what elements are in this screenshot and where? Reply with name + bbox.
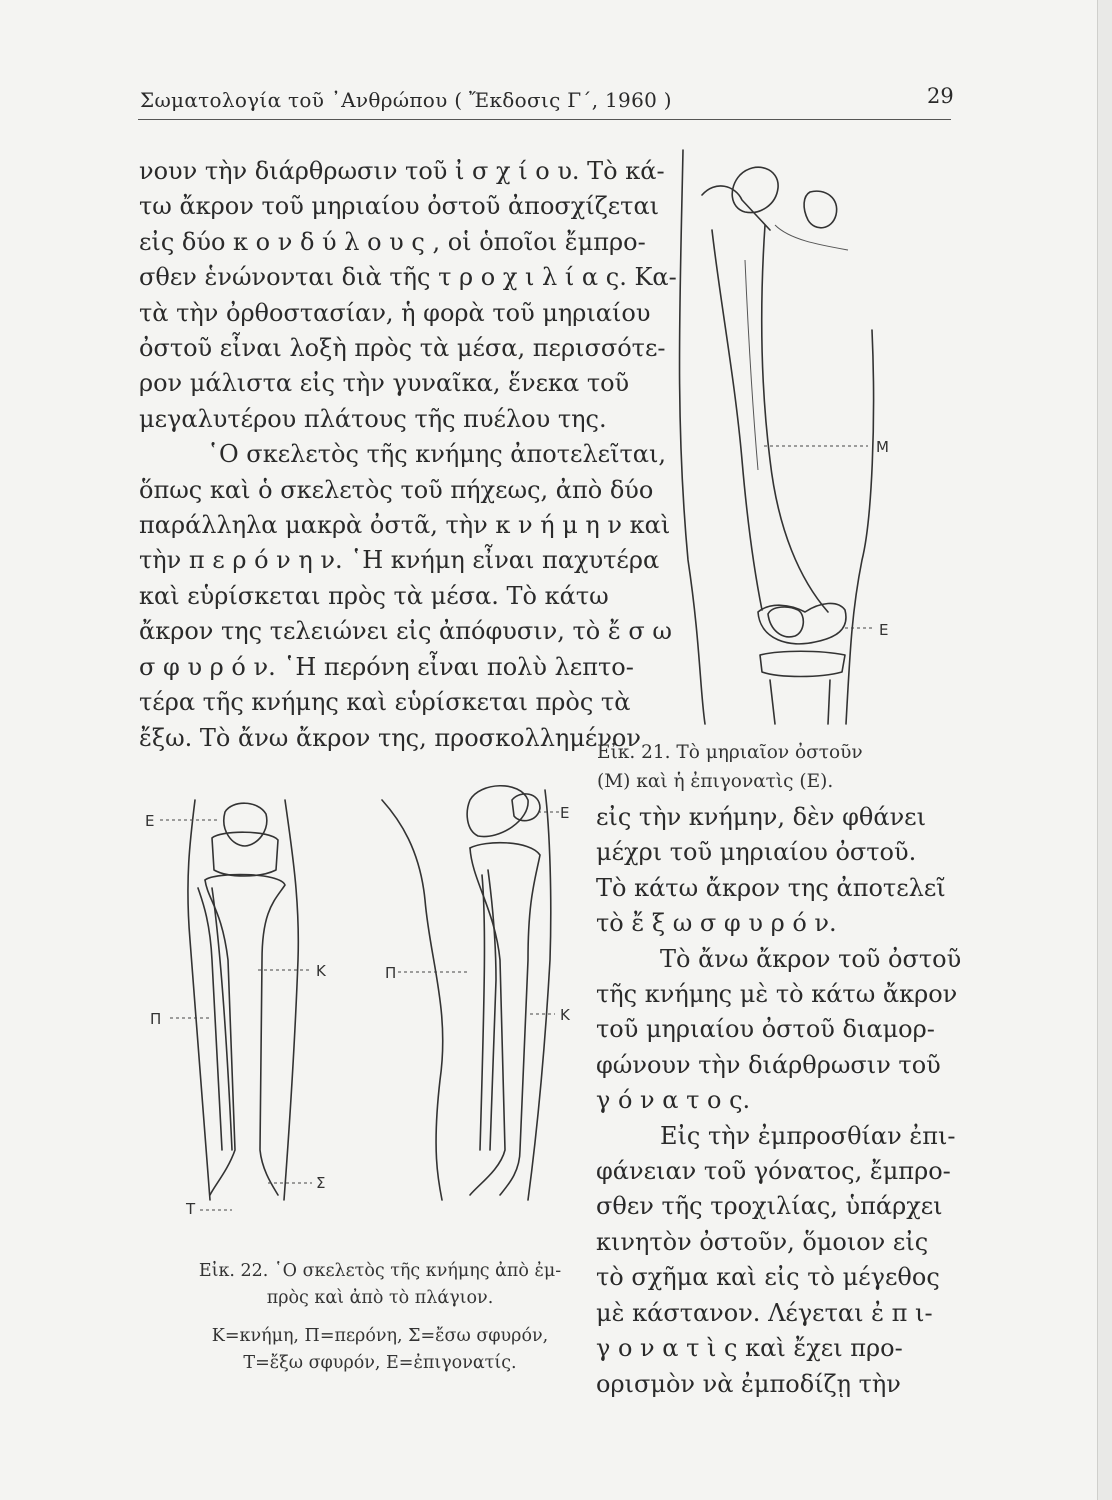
text-line: τὸ σχῆμα καὶ εἰς τὸ μέγεθος: [596, 1263, 940, 1292]
text-line: μέχρι τοῦ μηριαίου ὀστοῦ.: [596, 838, 917, 867]
figure-21-label-e: Ε: [879, 621, 889, 639]
caption-line: Εἰκ. 21. Τὸ μηριαῖον ὀστοῦν: [597, 742, 863, 763]
text-line: ὀστοῦ εἶναι λοξὴ πρὸς τὰ μέσα, περισσότε-: [139, 334, 666, 363]
text-line: καὶ εὑρίσκεται πρὸς τὰ μέσα. Τὸ κάτω: [139, 581, 609, 610]
text-line: εἰς τὴν κνήμην, δὲν φθάνει: [596, 803, 927, 831]
text-line: Τὸ ἄνω ἄκρον τοῦ ὀστοῦ: [660, 944, 962, 973]
text-line: Τὸ κάτω ἄκρον της ἀποτελεῖ: [596, 873, 946, 902]
text-line: γ ο ν α τ ὶ ς καὶ ἔχει προ-: [596, 1334, 903, 1363]
figure-21-caption: [597, 738, 962, 796]
text-line: φώνουν τὴν διάρθρωσιν τοῦ: [596, 1050, 941, 1079]
text-line: μεγαλυτέρου πλάτους τῆς πυέλου της.: [139, 404, 607, 433]
figure-21-label-m: Μ: [876, 438, 889, 456]
figure-22-legend: [145, 1323, 615, 1377]
figure-22-label-k-side: Κ: [560, 1006, 570, 1024]
figure-22-caption: [145, 1258, 615, 1312]
text-line: γ ό ν α τ ο ς.: [596, 1086, 751, 1115]
text-line: εἰς δύο κ ο ν δ ύ λ ο υ ς , οἱ ὁποῖοι ἔμπρο-: [139, 227, 646, 256]
legend-line: Τ=ἔξω σφυρόν, Ε=ἐπιγονατίς.: [243, 1353, 517, 1373]
text-line: τὴν π ε ρ ό ν η ν. ῾Η κνήμη εἶναι παχυτέρα: [139, 546, 660, 575]
text-line: τῆς κνήμης μὲ τὸ κάτω ἄκρον: [596, 980, 958, 1009]
text-line: ἄκρον της τελειώνει εἰς ἀπόφυσιν, τὸ ἔ σ ω: [139, 617, 672, 646]
text-column-left: [139, 154, 711, 756]
text-line: κινητὸν ὀστοῦν, ὅμοιον εἰς: [596, 1227, 929, 1256]
text-line: ορισμὸν νὰ ἐμποδίζῃ τὴν: [596, 1369, 901, 1398]
figure-22-label-t: Τ: [186, 1200, 196, 1218]
legend-line: Κ=κνήμη, Π=περόνη, Σ=ἔσω σφυρόν,: [211, 1326, 549, 1346]
text-line: τὰ τὴν ὀρθοστασίαν, ἡ φορὰ τοῦ μηριαίου: [139, 298, 651, 327]
figure-22-label-e-side: Ε: [560, 804, 570, 822]
text-column-right: [596, 800, 962, 1402]
text-line: τοῦ μηριαίου ὀστοῦ διαμορ-: [596, 1015, 935, 1044]
text-line: σθεν ἑνώνονται διὰ τῆς τ ρ ο χ ι λ ί α ς. Κα-: [139, 263, 677, 292]
page-edge: [1097, 0, 1112, 1500]
text-line: σθεν τῆς τροχιλίας, ὑπάρχει: [596, 1192, 943, 1221]
text-line: φάνειαν τοῦ γόνατος, ἔμπρο-: [596, 1157, 951, 1186]
caption-line: (Μ) καὶ ἡ ἐπιγονατὶς (Ε).: [597, 771, 834, 792]
figure-22-label-s: Σ: [316, 1174, 326, 1192]
text-line: νουν τὴν διάρθρωσιν τοῦ ἰ σ χ ί ο υ. Τὸ κά-: [139, 157, 665, 185]
figure-22-label-k-front: Κ: [316, 962, 326, 980]
text-line: μὲ κάστανον. Λέγεται ἐ π ι-: [596, 1298, 933, 1327]
page-number: 29: [927, 84, 954, 108]
text-line: τὸ ἔ ξ ω σ φ υ ρ ό ν.: [596, 909, 837, 938]
text-line: σ φ υ ρ ό ν. ῾Η περόνη εἶναι πολὺ λεπτο-: [139, 652, 634, 681]
text-line: τέρα τῆς κνήμης καὶ εὑρίσκεται πρὸς τὰ: [139, 688, 631, 717]
text-line: ῾Ο σκελετὸς τῆς κνήμης ἀποτελεῖται,: [207, 440, 667, 469]
figure-22-label-p-front: Π: [150, 1010, 162, 1028]
text-line: παράλληλα μακρὰ ὀστᾶ, τὴν κ ν ή μ η ν καὶ: [139, 511, 671, 540]
running-header: Σωματολογία τοῦ ᾿Ανθρώπου ( Ἔκδοσις Γ΄, 1960 ): [140, 88, 672, 112]
text-line: ρον μάλιστα εἰς τὴν γυναῖκα, ἕνεκα τοῦ: [139, 369, 630, 398]
figure-22-label-p-side: Π: [385, 964, 397, 982]
text-line: ὅπως καὶ ὁ σκελετὸς τοῦ πήχεως, ἀπὸ δύο: [139, 475, 654, 504]
figure-22-label-e-front: Ε: [145, 812, 155, 830]
text-line: ἔξω. Τὸ ἄνω ἄκρον της, προσκολλημένον: [139, 723, 641, 752]
header-rule: [138, 119, 951, 120]
text-line: τω ἄκρον τοῦ μηριαίου ὀστοῦ ἀποσχίζεται: [139, 192, 660, 221]
caption-line: Εἰκ. 22. ῾Ο σκελετὸς τῆς κνήμης ἀπὸ ἐμ-: [198, 1261, 562, 1281]
caption-line: πρὸς καὶ ἀπὸ τὸ πλάγιον.: [266, 1288, 494, 1308]
text-line: Εἰς τὴν ἐμπροσθίαν ἐπι-: [660, 1121, 956, 1150]
